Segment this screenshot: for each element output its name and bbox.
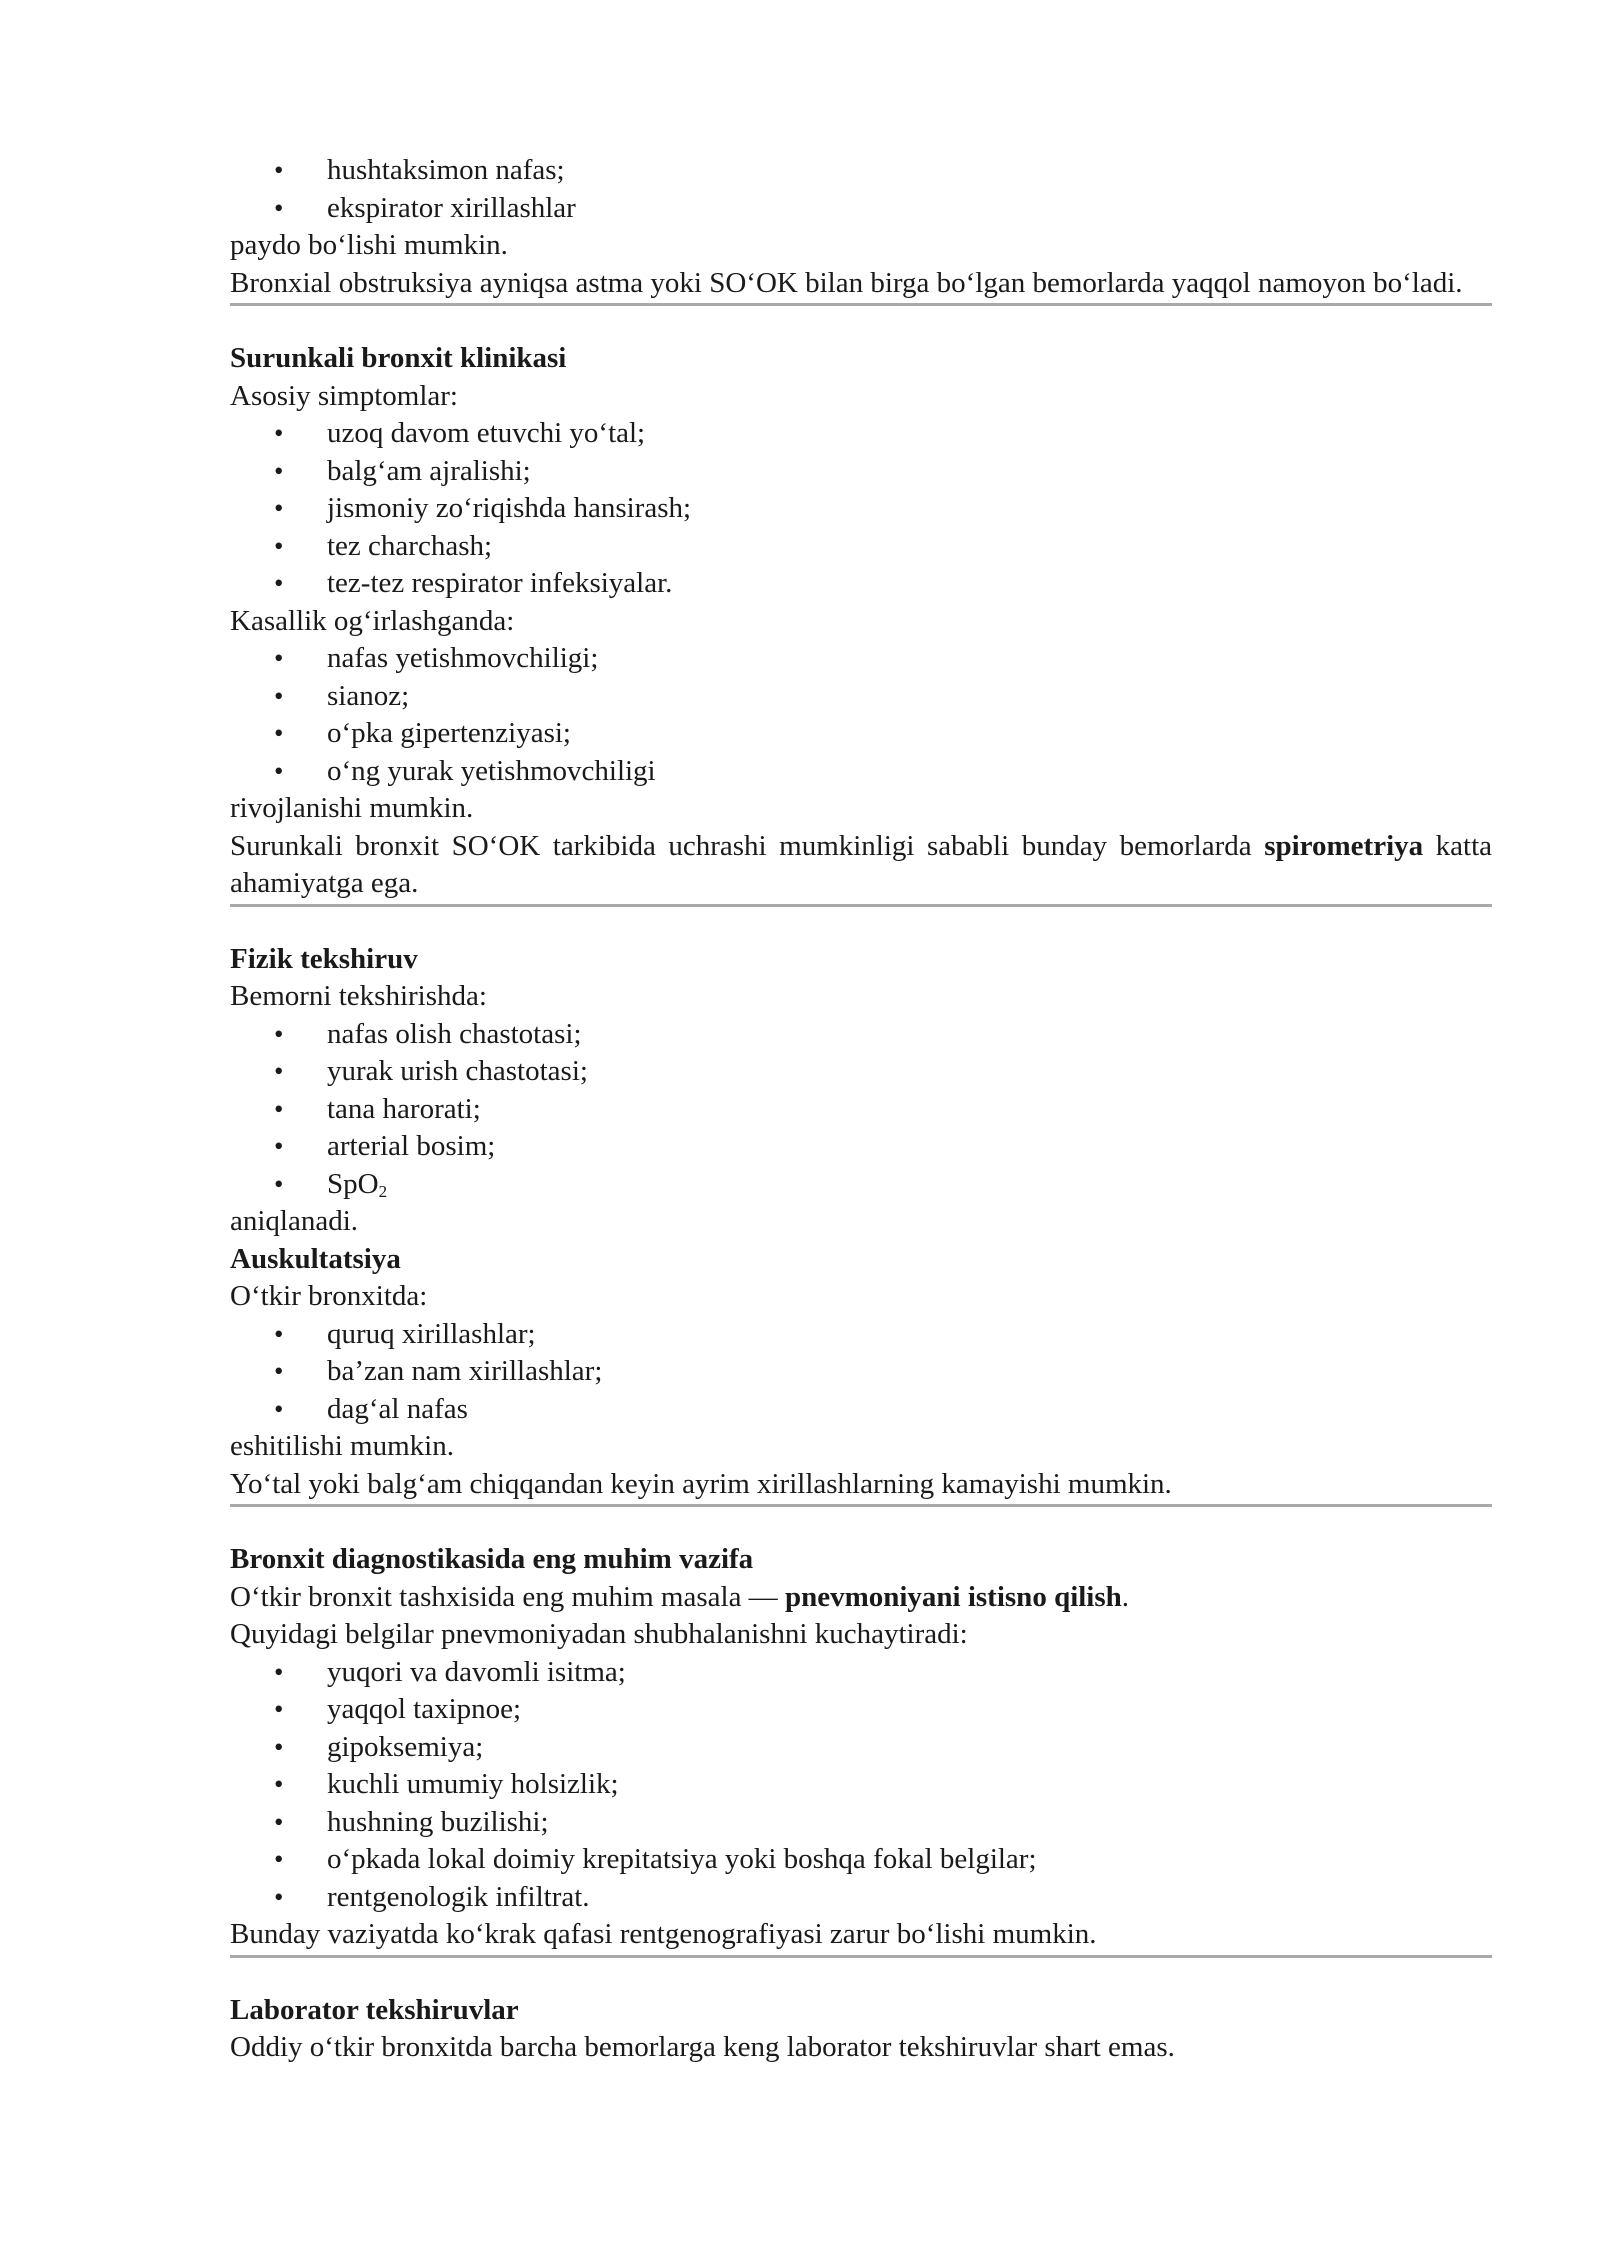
list-item: • ekspirator xirillashlar (230, 190, 1492, 228)
list-item: • rentgenologik infiltrat. (230, 1879, 1492, 1917)
document-page (230, 152, 1492, 2067)
list-item: • yuqori va davomli isitma; (230, 1654, 1492, 1692)
list-item: • dag‘al nafas (230, 1391, 1492, 1429)
list-item: • gipoksemiya; (230, 1729, 1492, 1767)
intro-symptom-list (230, 152, 1492, 227)
list-item: • tez-tez respirator infeksiyalar. (230, 565, 1492, 603)
list-item: • yurak urish chastotasi; (230, 1053, 1492, 1091)
paragraph: rivojlanishi mumkin. (230, 792, 474, 824)
list-item: • tez charchash; (230, 528, 1492, 566)
paragraph: paydo bo‘lishi mumkin. (230, 229, 508, 261)
paragraph: eshitilishi mumkin. (230, 1430, 454, 1462)
paragraph: Bronxial obstruksiya ayniqsa astma yoki SO‘OK bilan birga bo‘lgan bemorlarda yaqqol namoyon bo‘ladi. (230, 266, 1463, 299)
section-heading: Fizik tekshiruv (230, 942, 418, 975)
subsection-heading: Auskultatsiya (230, 1242, 401, 1275)
list-item: • kuchli umumiy holsizlik; (230, 1766, 1492, 1804)
list-item: • o‘ng yurak yetishmovchiligi (230, 753, 1492, 791)
auscultation-list (230, 1316, 1492, 1429)
list-item: • ba’zan nam xirillashlar; (230, 1353, 1492, 1391)
bold-term: pnevmoniyani istisno qilish (784, 1580, 1122, 1613)
paragraph: Bemorni tekshirishda: (230, 980, 487, 1012)
paragraph: Kasallik og‘irlashganda: (230, 604, 515, 637)
list-item: • o‘pkada lokal doimiy krepitatsiya yoki boshqa fokal belgilar; (230, 1841, 1492, 1879)
list-item: • nafas olish chastotasi; (230, 1016, 1492, 1054)
paragraph: Surunkali bronxit SO‘OK tarkibida uchrashi mumkinligi sababli bunday bemorlarda spirometriya katta ahamiyatga ega. (230, 829, 1493, 899)
section-heading: Laborator tekshiruvlar (230, 1993, 519, 2026)
paragraph: Yo‘tal yoki balg‘am chiqqandan keyin ayrim xirillashlarning kamayishi mumkin. (230, 1467, 1172, 1500)
list-item: • jismoniy zo‘riqishda hansirash; (230, 490, 1492, 528)
list-item: • balg‘am ajralishi; (230, 453, 1492, 491)
list-item: • yaqqol taxipnoe; (230, 1691, 1492, 1729)
paragraph: O‘tkir bronxit tashxisida eng muhim masala — pnevmoniyani istisno qilish. (230, 1580, 1130, 1613)
paragraph: Asosiy simptomlar: (230, 379, 458, 412)
list-item: • hushtaksimon nafas; (230, 152, 1492, 190)
paragraph: aniqlanadi. (230, 1205, 359, 1237)
list-item: • SpO$_2$ (230, 1166, 1492, 1204)
section-heading: Bronxit diagnostikasida eng muhim vazifa (230, 1543, 754, 1575)
list-item: • uzoq davom etuvchi yo‘tal; (230, 415, 1492, 453)
section-heading: Surunkali bronxit klinikasi (230, 342, 567, 374)
list-item: • quruq xirillashlar; (230, 1316, 1492, 1354)
list-item: • o‘pka gipertenziyasi; (230, 715, 1492, 753)
list-item: • nafas yetishmovchiligi; (230, 640, 1492, 678)
paragraph: Quyidagi belgilar pnevmoniyadan shubhalanishni kuchaytiradi: (230, 1618, 968, 1650)
paragraph: O‘tkir bronxitda: (230, 1280, 428, 1312)
paragraph: Bunday vaziyatda ko‘krak qafasi rentgenografiyasi zarur bo‘lishi mumkin. (230, 1918, 1097, 1950)
bold-term: spirometriya (1264, 829, 1424, 862)
exam-list (230, 1016, 1492, 1204)
main-symptoms-list (230, 415, 1492, 603)
list-item: • sianoz; (230, 678, 1492, 716)
complications-list (230, 640, 1492, 790)
paragraph: Oddiy o‘tkir bronxitda barcha bemorlarga keng laborator tekshiruvlar shart emas. (230, 2031, 1175, 2063)
list-item: • hushning buzilishi; (230, 1804, 1492, 1842)
list-item: • tana harorati; (230, 1091, 1492, 1129)
pneumonia-signs-list (230, 1654, 1492, 1917)
list-item: • arterial bosim; (230, 1128, 1492, 1166)
